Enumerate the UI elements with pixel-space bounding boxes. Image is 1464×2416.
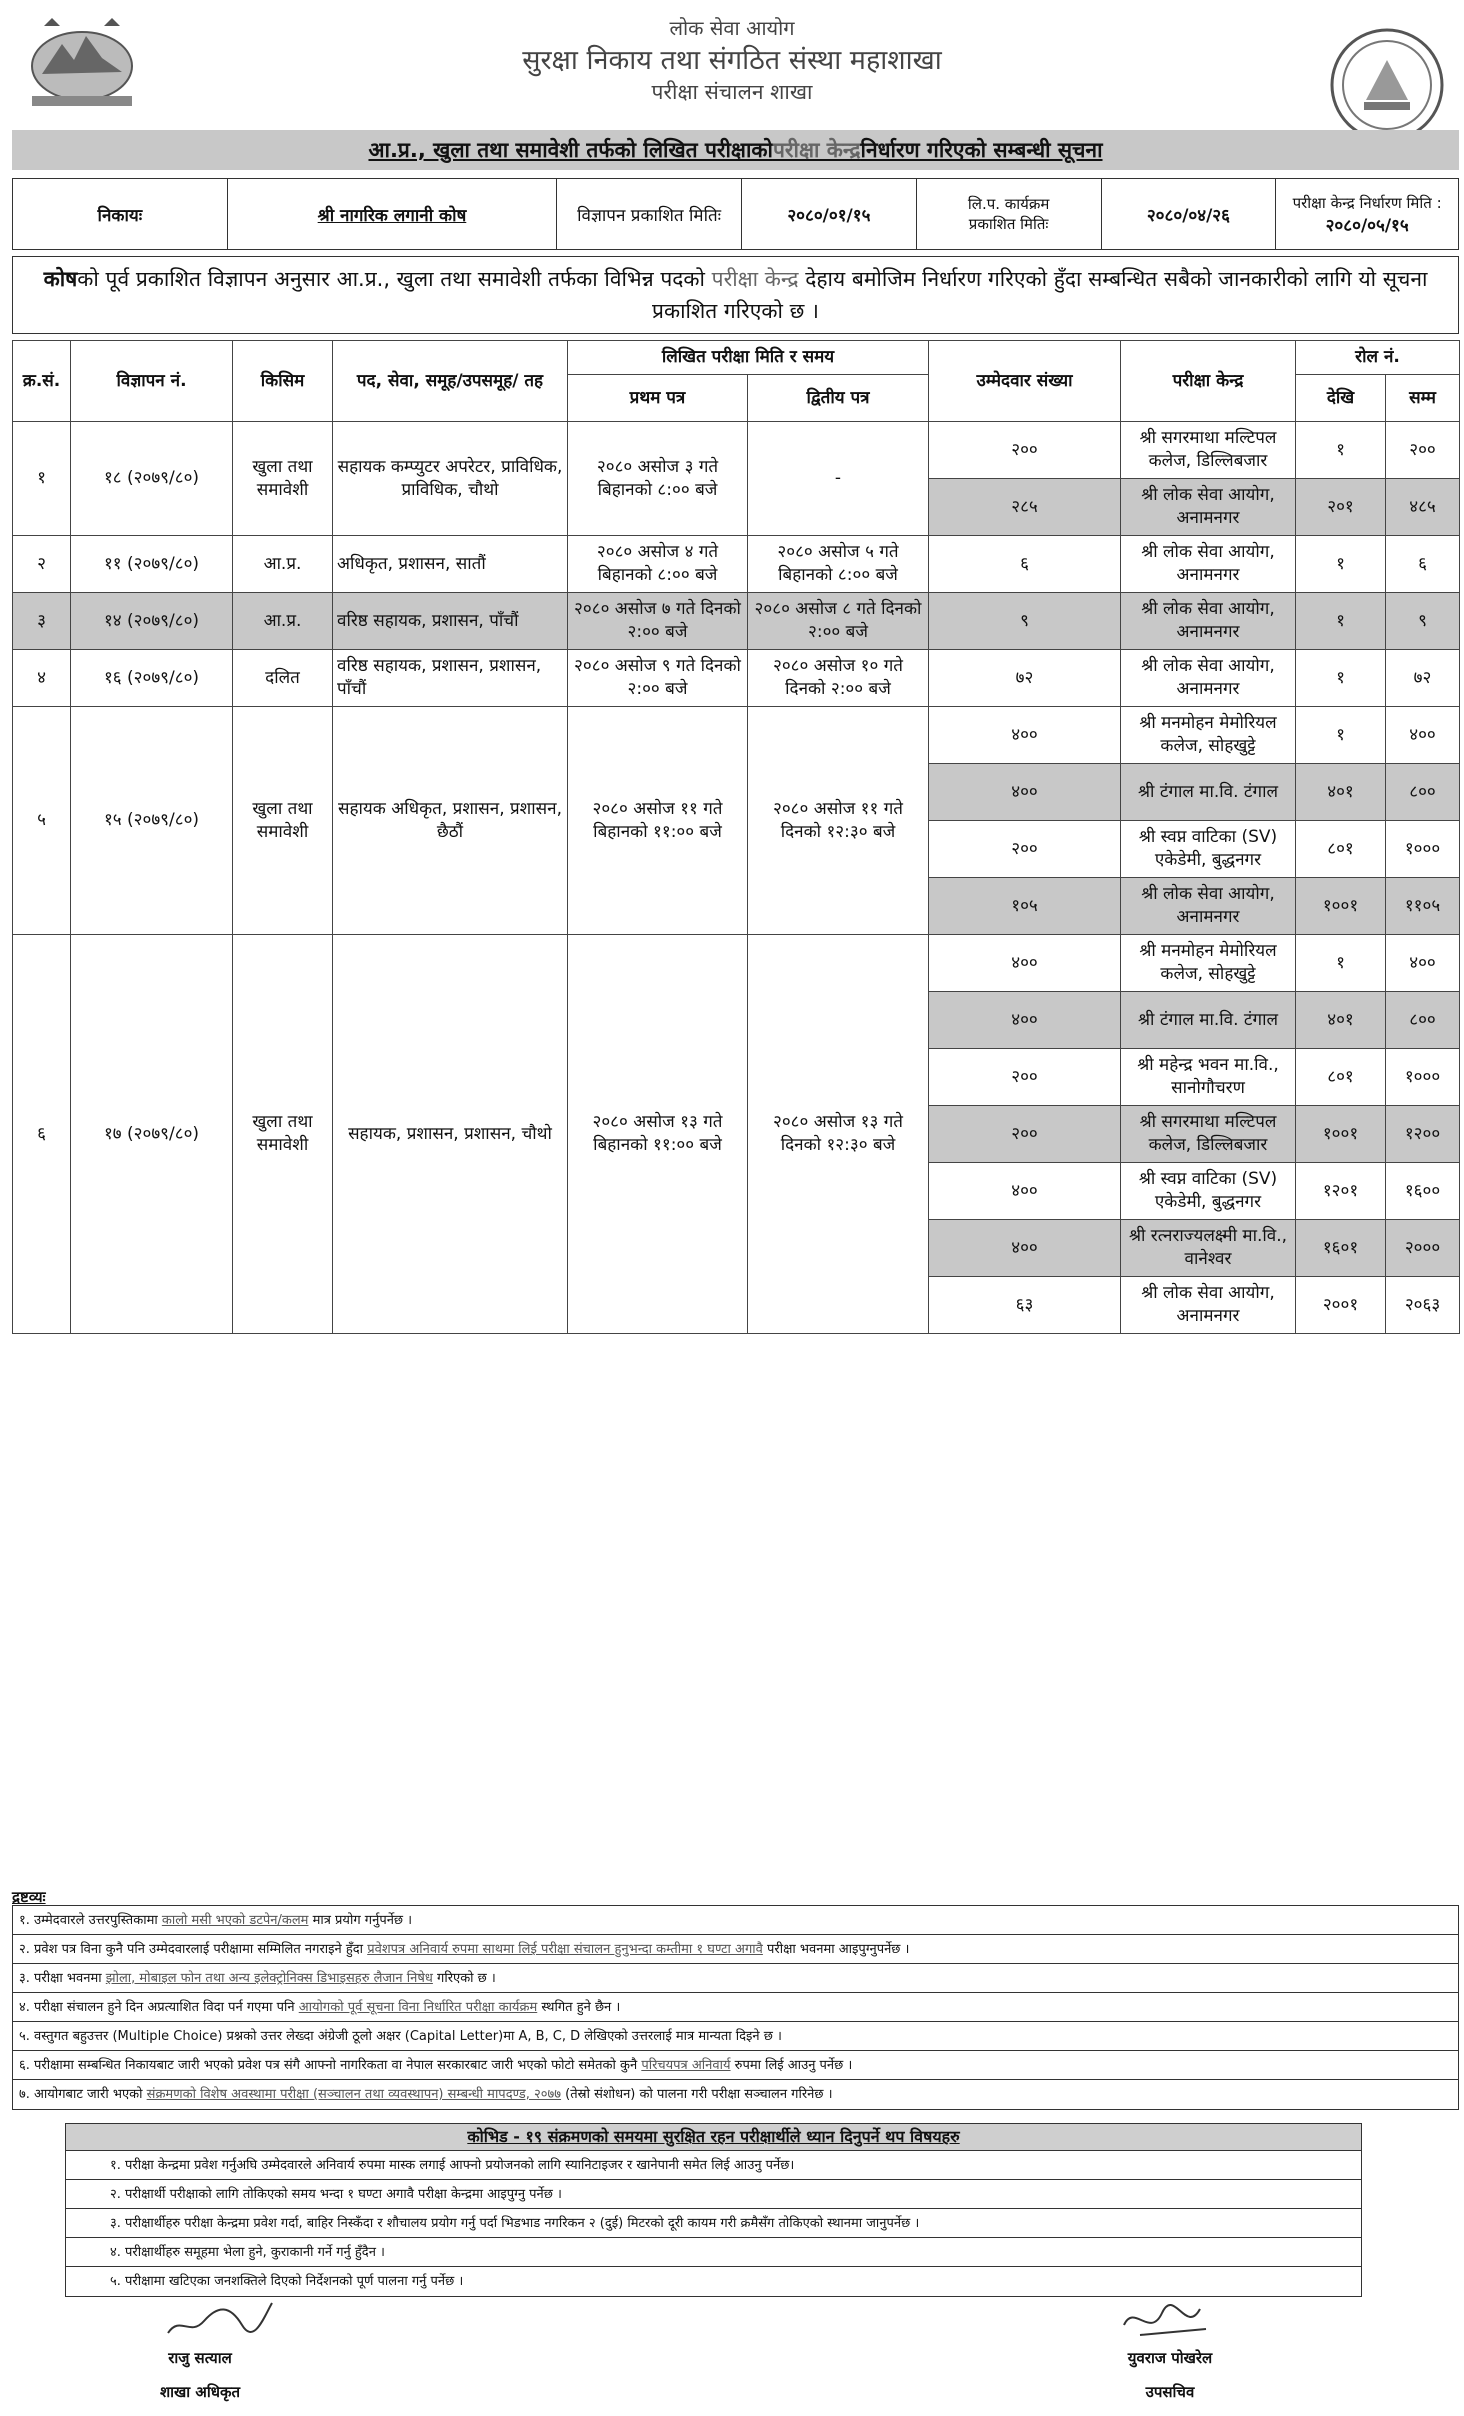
cell-center: श्री सगरमाथा मल्टिपल कलेज, डिल्लिबजार bbox=[1121, 1106, 1296, 1163]
cell-type: खुला तथा समावेशी bbox=[233, 707, 333, 935]
cell-center: श्री स्वप्न वाटिका (SV) एकेडेमी, बुद्धनगर bbox=[1121, 1163, 1296, 1220]
cell-roll-from: १६०१ bbox=[1296, 1220, 1386, 1277]
cell-roll-from: ८०१ bbox=[1296, 821, 1386, 878]
cell-paper2: २०८० असोज ११ गते दिनको १२:३० बजे bbox=[748, 707, 929, 935]
cell-roll-to: ८०० bbox=[1386, 764, 1460, 821]
cell-roll-to: ११०५ bbox=[1386, 878, 1460, 935]
table-row bbox=[13, 707, 1460, 764]
table-row bbox=[13, 935, 1460, 992]
cell-center: श्री लोक सेवा आयोग, अनामनगर bbox=[1121, 479, 1296, 536]
body-value: श्री नागरिक लगानी कोष bbox=[228, 179, 558, 249]
cell-center: श्री मनमोहन मेमोरियल कलेज, सोहखुट्टे bbox=[1121, 707, 1296, 764]
cell-roll-from: १००१ bbox=[1296, 1106, 1386, 1163]
cell-roll-to: १२०० bbox=[1386, 1106, 1460, 1163]
adv-date: २०८०/०१/१५ bbox=[742, 179, 917, 249]
cell-sn: २ bbox=[13, 536, 71, 593]
cell-center: श्री स्वप्न वाटिका (SV) एकेडेमी, बुद्धनगर bbox=[1121, 821, 1296, 878]
cell-adv: १५ (२०७९/८०) bbox=[71, 707, 233, 935]
cell-roll-to: ७२ bbox=[1386, 650, 1460, 707]
cell-count: ४०० bbox=[929, 707, 1121, 764]
cell-post: सहायक कम्प्युटर अपरेटर, प्राविधिक, प्राविधिक, चौथो bbox=[333, 422, 568, 536]
cell-center: श्री लोक सेवा आयोग, अनामनगर bbox=[1121, 1277, 1296, 1334]
note-item: ४. परीक्षा संचालन हुने दिन अप्रत्याशित विदा पर्न गएमा पनि आयोगको पूर्व सूचना विना निर्धारित परीक्षा कार्यक्रम स्थगित हुने छैन । bbox=[13, 1993, 1458, 2022]
cell-paper1: २०८० असोज ४ गते बिहानको ८:०० बजे bbox=[568, 536, 748, 593]
cell-type: दलित bbox=[233, 650, 333, 707]
table-row bbox=[13, 422, 1460, 479]
cell-type: आ.प्र. bbox=[233, 593, 333, 650]
cell-roll-from: २००१ bbox=[1296, 1277, 1386, 1334]
cell-center: श्री टंगाल मा.वि. टंगाल bbox=[1121, 764, 1296, 821]
exam-center-table bbox=[12, 340, 1460, 1334]
cell-roll-to: १००० bbox=[1386, 1049, 1460, 1106]
col-header-post: पद, सेवा, समूह/उपसमूह/ तह bbox=[333, 341, 568, 422]
cell-roll-from: १ bbox=[1296, 935, 1386, 992]
cell-type: खुला तथा समावेशी bbox=[233, 422, 333, 536]
cell-adv: १६ (२०७९/८०) bbox=[71, 650, 233, 707]
cell-roll-from: १ bbox=[1296, 593, 1386, 650]
info-box bbox=[12, 178, 1459, 250]
covid-title: कोभिड - १९ संक्रमणको समयमा सुरक्षित रहन परीक्षार्थीले ध्यान दिनुपर्ने थप विषयहरु bbox=[66, 2124, 1361, 2151]
cell-roll-from: ४०१ bbox=[1296, 992, 1386, 1049]
cell-roll-to: ९ bbox=[1386, 593, 1460, 650]
table-row bbox=[13, 536, 1460, 593]
cell-center: श्री लोक सेवा आयोग, अनामनगर bbox=[1121, 878, 1296, 935]
cell-roll-from: १ bbox=[1296, 536, 1386, 593]
note-item: ३. परीक्षा भवनमा झोला, मोबाइल फोन तथा अन्य इलेक्ट्रोनिक्स डिभाइसहरु लैजान निषेध गरिएको छ । bbox=[13, 1964, 1458, 1993]
col-header-roll-to: सम्म bbox=[1386, 375, 1460, 422]
cell-roll-to: ४८५ bbox=[1386, 479, 1460, 536]
cell-roll-to: ६ bbox=[1386, 536, 1460, 593]
cell-paper1: २०८० असोज ७ गते दिनको २:०० बजे bbox=[568, 593, 748, 650]
cell-count: ७२ bbox=[929, 650, 1121, 707]
notice-title: आ.प्र., खुला तथा समावेशी तर्फको लिखित परीक्षाको परीक्षा केन्द्र निर्धारण गरिएको सम्बन्धी सूचना bbox=[12, 130, 1459, 170]
cell-roll-to: २०६३ bbox=[1386, 1277, 1460, 1334]
cell-post: सहायक अधिकृत, प्रशासन, प्रशासन, छैठौं bbox=[333, 707, 568, 935]
cell-paper1: २०८० असोज ३ गते बिहानको ८:०० बजे bbox=[568, 422, 748, 536]
center-date-box: परीक्षा केन्द्र निर्धारण मिति : २०८०/०५/१५ bbox=[1292, 193, 1442, 236]
cell-post: वरिष्ठ सहायक, प्रशासन, पाँचौं bbox=[333, 593, 568, 650]
covid-item: १. परीक्षा केन्द्रमा प्रवेश गर्नुअघि उम्मेदवारले अनिवार्य रुपमा मास्क लगाई आफ्नो प्रयोजनको लागि स्यानिटाइजर र खानेपानी समेत लिई आउनु पर्नेछ। bbox=[66, 2151, 1361, 2180]
note-item: ७. आयोगबाट जारी भएको संक्रमणको विशेष अवस्थामा परीक्षा (सञ्चालन तथा व्यवस्थापन) सम्बन्धी मापदण्ड, २०७७ (तेस्रो संशोधन) को पालना गरी परीक्षा सञ्चालन गरिनेछ । bbox=[19, 2087, 833, 2102]
table-row bbox=[13, 650, 1460, 707]
cell-center: श्री लोक सेवा आयोग, अनामनगर bbox=[1121, 536, 1296, 593]
cell-count: ६३ bbox=[929, 1277, 1121, 1334]
cell-roll-from: १ bbox=[1296, 707, 1386, 764]
cell-roll-from: १ bbox=[1296, 650, 1386, 707]
note-item: ६. परीक्षामा सम्बन्धित निकायबाट जारी भएको प्रवेश पत्र संगै आफ्नो नागरिकता वा नेपाल सरकारबाट जारी भएको फोटो समेतको कुनै परिचयपत्र अनिवार्य रुपमा लिई आउनु पर्नेछ । bbox=[13, 2051, 1458, 2080]
cell-roll-from: २०१ bbox=[1296, 479, 1386, 536]
cell-center: श्री रत्नराज्यलक्ष्मी मा.वि., वानेश्वर bbox=[1121, 1220, 1296, 1277]
signer-left-title: शाखा अधिकृत bbox=[159, 2383, 241, 2401]
cell-roll-from: १००१ bbox=[1296, 878, 1386, 935]
col-header-adv: विज्ञापन नं. bbox=[71, 341, 233, 422]
cell-center: श्री सगरमाथा मल्टिपल कलेज, डिल्लिबजार bbox=[1121, 422, 1296, 479]
cell-count: २०० bbox=[929, 1049, 1121, 1106]
org-name: लोक सेवा आयोग bbox=[669, 16, 795, 40]
col-header-paper2: द्वितीय पत्र bbox=[748, 375, 929, 422]
signature-left-icon bbox=[160, 2295, 280, 2345]
cell-roll-from: ४०१ bbox=[1296, 764, 1386, 821]
cell-paper2: २०८० असोज १० गते दिनको २:०० बजे bbox=[748, 650, 929, 707]
cell-center: श्री मनमोहन मेमोरियल कलेज, सोहखुट्टे bbox=[1121, 935, 1296, 992]
signature-right-icon bbox=[1110, 2295, 1230, 2345]
cell-type: खुला तथा समावेशी bbox=[233, 935, 333, 1334]
cell-adv: १४ (२०७९/८०) bbox=[71, 593, 233, 650]
cell-sn: ६ bbox=[13, 935, 71, 1334]
cell-roll-to: ४०० bbox=[1386, 707, 1460, 764]
division-name: सुरक्षा निकाय तथा संगठित संस्था महाशाखा bbox=[522, 45, 942, 76]
signer-right-name: युवराज पोखरेल bbox=[1127, 2349, 1213, 2367]
cell-count: २०० bbox=[929, 1106, 1121, 1163]
cell-post: वरिष्ठ सहायक, प्रशासन, प्रशासन, पाँचौं bbox=[333, 650, 568, 707]
covid-item: ५. परीक्षामा खटिएका जनशक्तिले दिएको निर्देशनको पूर्ण पालना गर्नु पर्नेछ । bbox=[110, 2274, 464, 2289]
cell-count: ६ bbox=[929, 536, 1121, 593]
cell-count: ४०० bbox=[929, 1163, 1121, 1220]
cell-count: १०५ bbox=[929, 878, 1121, 935]
cell-count: ४०० bbox=[929, 992, 1121, 1049]
cell-paper2: २०८० असोज ५ गते बिहानको ८:०० बजे bbox=[748, 536, 929, 593]
cell-paper1: २०८० असोज ११ गते बिहानको ११:०० बजे bbox=[568, 707, 748, 935]
cell-adv: ११ (२०७९/८०) bbox=[71, 536, 233, 593]
cell-paper2: - bbox=[748, 422, 929, 536]
cell-center: श्री लोक सेवा आयोग, अनामनगर bbox=[1121, 650, 1296, 707]
cell-adv: १८ (२०७९/८०) bbox=[71, 422, 233, 536]
covid-guidelines bbox=[65, 2123, 1362, 2297]
col-header-type: किसिम bbox=[233, 341, 333, 422]
cell-post: अधिकृत, प्रशासन, सातौं bbox=[333, 536, 568, 593]
note-item: ५. वस्तुगत बहुउत्तर (Multiple Choice) प्रश्नको उत्तर लेख्दा अंग्रेजी ठूलो अक्षर (Capital Letter)मा A, B, C, D लेखिएको उत्तरलाई मात्र मान्यता दिइने छ । bbox=[13, 2022, 1458, 2051]
cell-roll-from: १ bbox=[1296, 422, 1386, 479]
cell-roll-to: ८०० bbox=[1386, 992, 1460, 1049]
cell-roll-to: २०० bbox=[1386, 422, 1460, 479]
cell-sn: ३ bbox=[13, 593, 71, 650]
col-header-roll: रोल नं. bbox=[1296, 341, 1460, 375]
notes-list bbox=[12, 1905, 1459, 2110]
cell-roll-from: १२०१ bbox=[1296, 1163, 1386, 1220]
note-item: १. उम्मेदवारले उत्तरपुस्तिकामा कालो मसी भएको डटपेन/कलम मात्र प्रयोग गर्नुपर्नेछ । bbox=[13, 1906, 1458, 1935]
notice-text: कोषको पूर्व प्रकाशित विज्ञापन अनुसार आ.प्र., खुला तथा समावेशी तर्फका विभिन्न पदको परीक्षा केन्द्र देहाय बमोजिम निर्धारण गरिएको हुँदा सम्बन्धित सबैको जानकारीको लागि यो सूचना प्रकाशित गरिएको छ । bbox=[12, 256, 1459, 334]
cell-paper1: २०८० असोज १३ गते बिहानको ११:०० बजे bbox=[568, 935, 748, 1334]
section-name: परीक्षा संचालन शाखा bbox=[651, 80, 813, 104]
cell-paper1: २०८० असोज ९ गते दिनको २:०० बजे bbox=[568, 650, 748, 707]
col-header-sn: क्र.सं. bbox=[13, 341, 71, 422]
cell-sn: ५ bbox=[13, 707, 71, 935]
note-item: २. प्रवेश पत्र विना कुनै पनि उम्मेदवारलाई परीक्षामा सम्मिलित नगराइने हुँदा प्रवेशपत्र अनिवार्य रुपमा साथमा लिई परीक्षा संचालन हुनुभन्दा कम्तीमा १ घण्टा अगावै परीक्षा भवनमा आइपुग्नुपर्नेछ । bbox=[13, 1935, 1458, 1964]
cell-post: सहायक, प्रशासन, प्रशासन, चौथो bbox=[333, 935, 568, 1334]
cell-roll-from: ८०१ bbox=[1296, 1049, 1386, 1106]
col-header-center: परीक्षा केन्द्र bbox=[1121, 341, 1296, 422]
cell-count: २०० bbox=[929, 422, 1121, 479]
col-header-roll-from: देखि bbox=[1296, 375, 1386, 422]
cell-center: श्री लोक सेवा आयोग, अनामनगर bbox=[1121, 593, 1296, 650]
cell-sn: १ bbox=[13, 422, 71, 536]
cell-type: आ.प्र. bbox=[233, 536, 333, 593]
col-header-count: उम्मेदवार संख्या bbox=[929, 341, 1121, 422]
cell-count: ४०० bbox=[929, 935, 1121, 992]
cell-count: २८५ bbox=[929, 479, 1121, 536]
cell-roll-to: ४०० bbox=[1386, 935, 1460, 992]
col-header-paper1: प्रथम पत्र bbox=[568, 375, 748, 422]
cell-count: ९ bbox=[929, 593, 1121, 650]
notes-title: द्रष्टव्यः bbox=[12, 1888, 46, 1906]
cell-roll-to: १००० bbox=[1386, 821, 1460, 878]
covid-item: ३. परीक्षार्थीहरु परीक्षा केन्द्रमा प्रवेश गर्दा, बाहिर निस्कँदा र शौचालय प्रयोग गर्नु पर्दा भिडभाड नगरिकन २ (दुई) मिटरको दूरी कायम गरी क्रमैसँग तोकिएको स्थानमा जानुपर्नेछ । bbox=[66, 2209, 1361, 2238]
cell-sn: ४ bbox=[13, 650, 71, 707]
signer-left-name: राजु सत्याल bbox=[168, 2349, 232, 2367]
signer-right-title: उपसचिव bbox=[1145, 2383, 1195, 2401]
cell-roll-to: २००० bbox=[1386, 1220, 1460, 1277]
cell-center: श्री टंगाल मा.वि. टंगाल bbox=[1121, 992, 1296, 1049]
cell-count: २०० bbox=[929, 821, 1121, 878]
cell-count: ४०० bbox=[929, 1220, 1121, 1277]
col-header-exam: लिखित परीक्षा मिति र समय bbox=[568, 341, 929, 375]
covid-item: ४. परीक्षार्थीहरु समूहमा भेला हुने, कुराकानी गर्ने गर्नु हुँदैन । bbox=[66, 2238, 1361, 2267]
body-label: निकायः bbox=[13, 179, 228, 249]
cell-paper2: २०८० असोज १३ गते दिनको १२:३० बजे bbox=[748, 935, 929, 1334]
schedule-label: लि.प. कार्यक्रम प्रकाशित मितिः bbox=[917, 179, 1102, 249]
schedule-date: २०८०/०४/२६ bbox=[1102, 179, 1277, 249]
cell-paper2: २०८० असोज ८ गते दिनको २:०० बजे bbox=[748, 593, 929, 650]
psc-seal-icon bbox=[1328, 26, 1446, 144]
covid-item: २. परीक्षार्थी परीक्षाको लागि तोकिएको समय भन्दा १ घण्टा अगावै परीक्षा केन्द्रमा आइपुग्नु पर्नेछ । bbox=[66, 2180, 1361, 2209]
cell-center: श्री महेन्द्र भवन मा.वि., सानोगौचरण bbox=[1121, 1049, 1296, 1106]
cell-roll-to: १६०० bbox=[1386, 1163, 1460, 1220]
cell-count: ४०० bbox=[929, 764, 1121, 821]
table-row bbox=[13, 593, 1460, 650]
cell-adv: १७ (२०७९/८०) bbox=[71, 935, 233, 1334]
adv-date-label: विज्ञापन प्रकाशित मितिः bbox=[557, 179, 742, 249]
